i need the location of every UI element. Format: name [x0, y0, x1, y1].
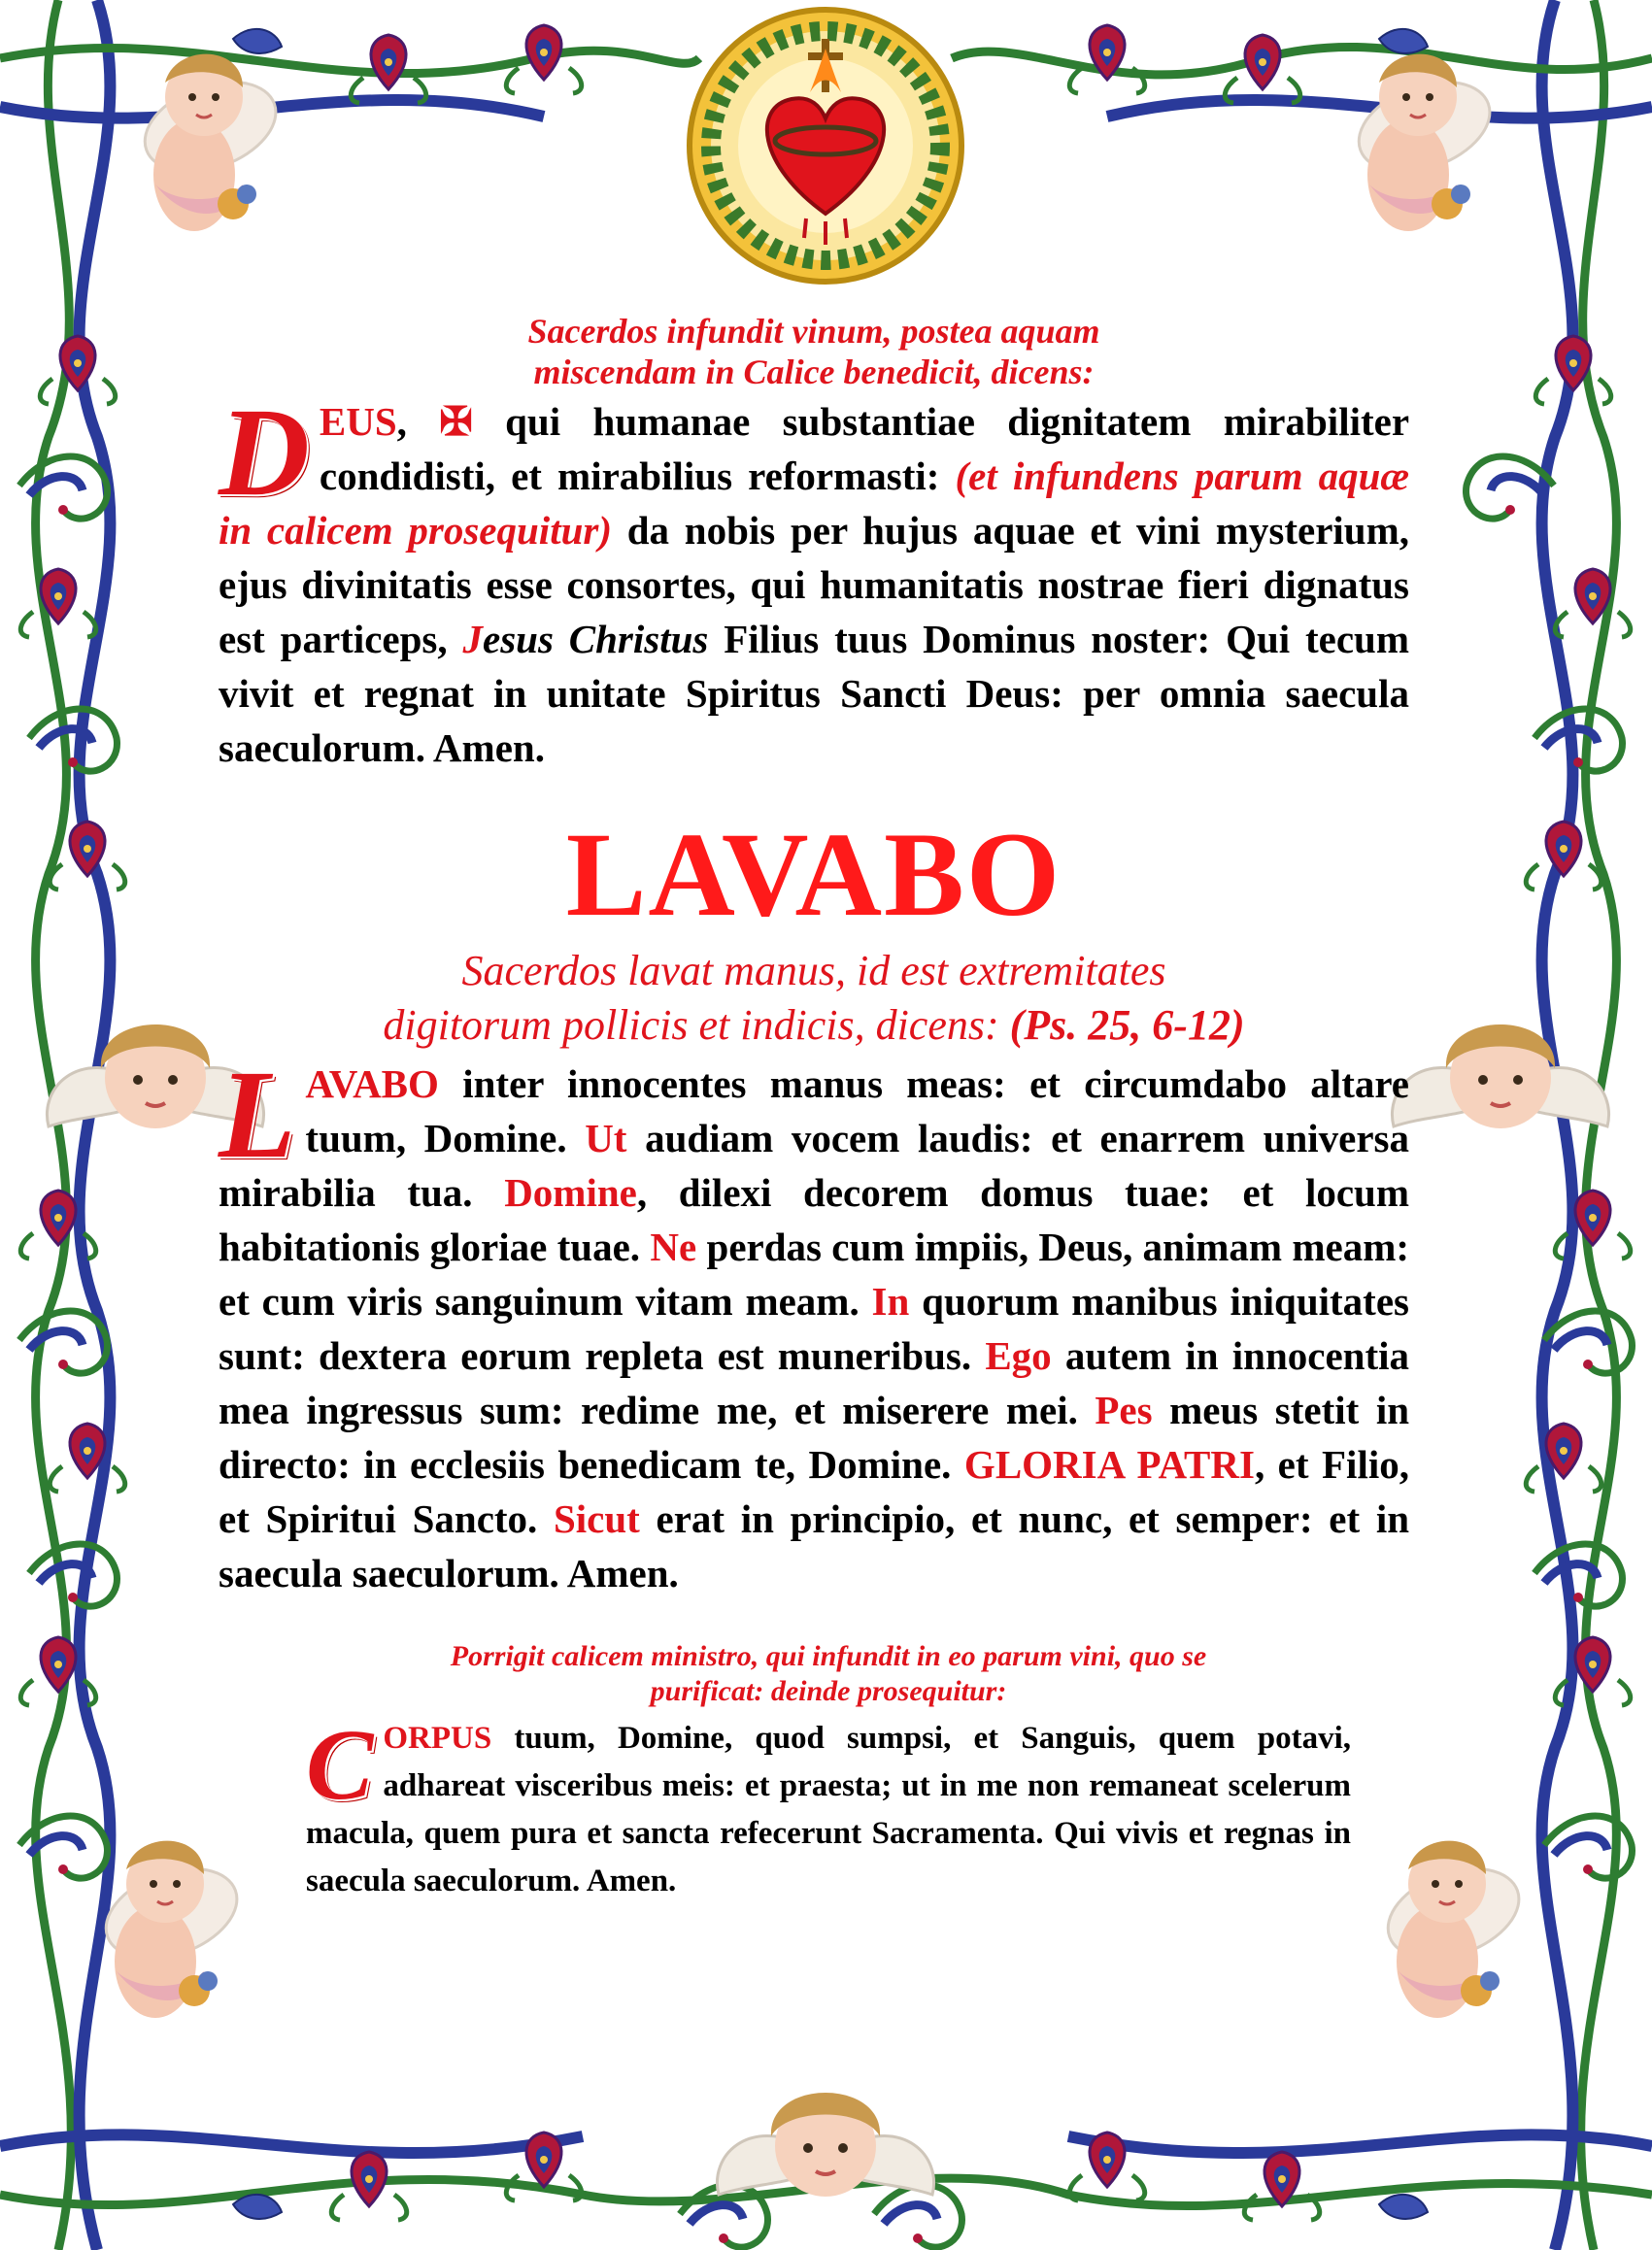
- lead-word: AVABO: [305, 1061, 439, 1106]
- psalm-text: erat in principio, et nunc, et semper: et in saecula saeculorum. Amen.: [219, 1496, 1410, 1595]
- psalm-text: , et Filio, et Spiritui Sancto.: [219, 1442, 1409, 1541]
- rubric-line: Sacerdos lavat manus, id est extremitates: [461, 947, 1166, 994]
- angel-head-icon: [717, 2093, 933, 2197]
- holy-name: esus Christus: [483, 617, 709, 661]
- rubric-line: Sacerdos infundit vinum, postea aquam: [527, 312, 1100, 351]
- cross-icon: ✠: [439, 399, 473, 444]
- corpus-rubric: [306, 1639, 1351, 1709]
- psalm-reference: (Ps. 25, 6-12): [1009, 1001, 1245, 1049]
- sacred-heart-icon: [690, 10, 961, 282]
- verse-initial: Ut: [585, 1116, 627, 1160]
- dropcap-l: L: [219, 1045, 296, 1185]
- lead-word: EUS: [319, 399, 397, 444]
- psalm-text: meus stetit in directo: in ecclesiis benedicam te, Domine.: [219, 1388, 1410, 1487]
- prayer-text: qui humanae substantiae dignitatem mirabiliter condidisti, et mirabilius reformasti:: [319, 399, 1410, 498]
- rubric-line: purificat: deinde prosequitur:: [650, 1675, 1007, 1707]
- lavabo-rubric: [219, 944, 1409, 1053]
- corpus-section: [306, 1639, 1351, 1905]
- offertory-rubric: [219, 311, 1409, 392]
- psalm-text: autem in innocentia mea ingressus sum: redime me, et miserere mei.: [219, 1333, 1410, 1432]
- psalm-text: inter innocentes manus meas: et circumdabo altare tuum, Domine.: [305, 1061, 1410, 1160]
- cherub-icon: [132, 54, 287, 231]
- gloria-patri: GLORIA PATRI: [963, 1442, 1255, 1487]
- dropcap-d: D: [219, 383, 310, 522]
- psalm-text: perdas cum impiis, Deus, animam meam: et cum viris sanguinum vitam meam.: [219, 1225, 1410, 1324]
- lead-word: ORPUS: [383, 1721, 492, 1756]
- verse-initial: Sicut: [553, 1496, 640, 1541]
- psalm-text: , dilexi decorem domus tuae: et locum habitationis gloriae tuae.: [219, 1170, 1409, 1269]
- rubric-line: digitorum pollicis et indicis, dicens:: [383, 1001, 999, 1049]
- prayer-text: da nobis per hujus aquae et vini mysterium, ejus divinitatis esse consortes, qui humanitatis nostrae fieri dignatus est particeps,: [219, 508, 1410, 661]
- prayer-page: [219, 311, 1409, 1905]
- lavabo-psalm: [219, 1045, 1410, 1600]
- verse-initial: In: [871, 1279, 910, 1324]
- rubric-line: miscendam in Calice benedicit, dicens:: [533, 353, 1095, 391]
- psalm-text: quorum manibus iniquitates sunt: dextera eorum repleta est muneribus.: [219, 1279, 1409, 1378]
- deus-prayer: D EUS, ✠ qui humanae substantiae dignitatem mirabiliter condidisti, et mirabilius reformasti: (et infundens parum aquæ in calicem prosequitur) da nobis per hujus aquae et vini mysterium, ejus divinitatis esse consortes, qui humanitatis nostrae fieri dignatus est particeps, Jesus Christus Filius tuus Dominus noster: Qui tecum vivit et regnat in unitate Spiritus Sancti Deus: per omnia saecula saeculorum. Amen.: [219, 383, 1410, 770]
- verse-initial: Domine: [504, 1170, 637, 1215]
- cherub-icon: [1346, 54, 1501, 231]
- corpus-prayer: [306, 1709, 1352, 1905]
- lavabo-title: LAVABO: [565, 808, 1062, 941]
- verse-initial: Pes: [1095, 1388, 1153, 1432]
- verse-initial: Ne: [650, 1225, 697, 1269]
- angel-head-icon: [1392, 1024, 1608, 1128]
- rubric-line: Porrigit calicem ministro, qui infundit in eo parum vini, quo se: [450, 1640, 1207, 1672]
- inline-rubric: (et infundens parum aquæ in calicem prosequitur): [219, 453, 1410, 553]
- verse-initial: Ego: [985, 1333, 1052, 1378]
- psalm-text: audiam vocem laudis: et enarrem universa mirabilia tua.: [219, 1116, 1409, 1215]
- prayer-text: tuum, Domine, quod sumpsi, et Sanguis, quem potavi, adhareat visceribus meis: et praesta; ut in me non remaneat scelerum macula, quem pura et sancta refecerunt Sacramenta. Qui vivis et regnas in saecula saeculorum. Amen.: [306, 1721, 1352, 1898]
- prayer-text: Filius tuus Dominus noster: Qui tecum vivit et regnat in unitate Spiritus Sancti Deus: per omnia saecula saeculorum. Amen.: [219, 617, 1410, 770]
- dropcap-c: C: [306, 1709, 374, 1821]
- holy-name-initial: J: [462, 617, 483, 661]
